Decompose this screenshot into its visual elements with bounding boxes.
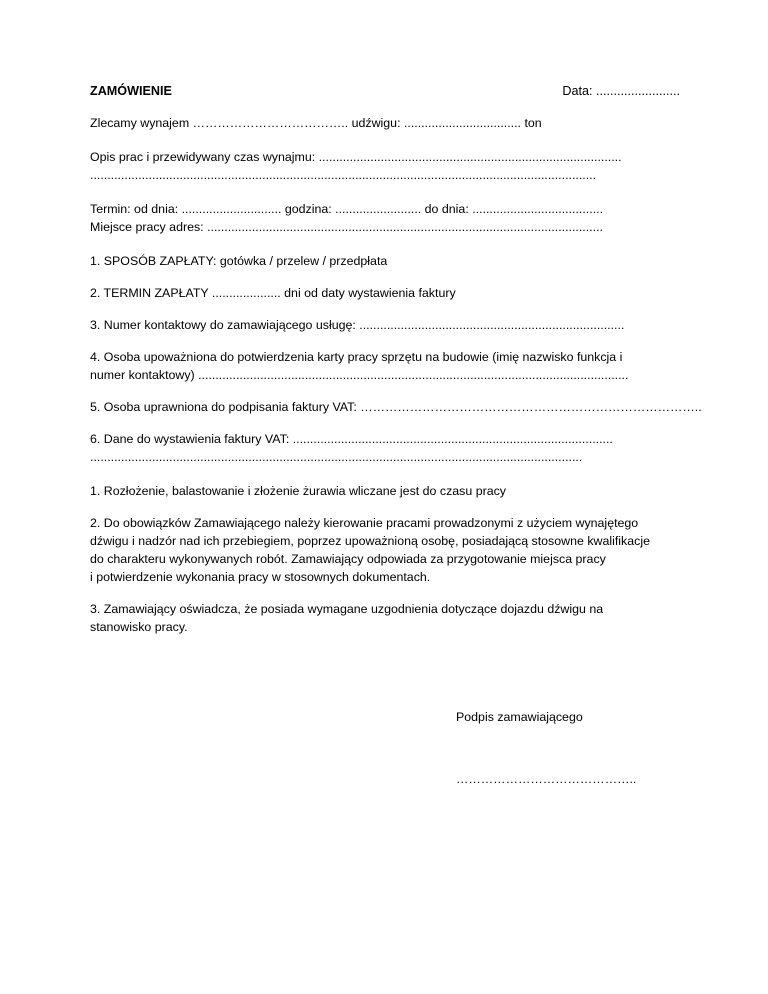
work-description-line-1: Opis prac i przewidywany czas wynajmu: ........................................................................................ [90, 150, 622, 164]
term-line: Termin: od dnia: ............................. godzina: ......................... do dnia: ...................................... [90, 202, 604, 216]
term-2-line-3: do charakteru wykonywanych robót. Zamawiający odpowiada za przygotowanie miejsca pracy [90, 552, 606, 566]
term-3-line-2: stanowisko pracy. [90, 620, 188, 634]
invoice-signer-item: 5. Osoba uprawniona do podpisania faktury VAT: ……………………………………………………………………….. [90, 400, 702, 414]
term-2-line-4: i potwierdzenie wykonania pracy w stosownych dokumentach. [90, 570, 431, 584]
term-3-line-1: 3. Zamawiający oświadcza, że posiada wymagane uzgodnienia dotyczące dojazdu dźwigu na [90, 602, 604, 616]
payment-term-item: 2. TERMIN ZAPŁATY .................... dni od daty wystawienia faktury [90, 286, 456, 300]
payment-method-item: 1. SPOSÓB ZAPŁATY: gotówka / przelew / przedpłata [90, 254, 388, 268]
term-1: 1. Rozłożenie, balastowanie i złożenie żurawia wliczane jest do czasu pracy [90, 484, 506, 498]
invoice-data-item-line-1: 6. Dane do wystawienia faktury VAT: ............................................................................................. [90, 432, 613, 446]
document-header [90, 82, 680, 100]
contact-number-item: 3. Numer kontaktowy do zamawiającego usługę: ............................................................................. [90, 318, 625, 332]
rental-line: Zlecamy wynajem ……………………………….. udźwigu: .................................. ton [90, 116, 542, 130]
document-body [90, 82, 702, 636]
term-2-line-1: 2. Do obowiązków Zamawiającego należy kierowanie pracami prowadzonymi z użyciem wynajętego [90, 516, 639, 530]
document-title: ZAMÓWIENIE [90, 84, 172, 98]
work-description-line-2: ................................................................................................................................................... [90, 168, 597, 182]
signature-line: …………………………………….. [456, 772, 637, 786]
invoice-data-item-line-2: ............................................................................................................................................... [90, 450, 583, 464]
signature-label: Podpis zamawiającego [456, 710, 583, 724]
date-field: Data: ........................ [562, 84, 680, 98]
authorized-person-item-line-1: 4. Osoba upoważniona do potwierdzenia karty pracy sprzętu na budowie (imię nazwisko funkcja i [90, 350, 623, 364]
term-2-line-2: dźwigu i nadzór nad ich przebiegiem, poprzez upoważnioną osobę, posiadającą stosowne kwalifikacje [90, 534, 650, 548]
authorized-person-item-line-2: numer kontaktowy) ............................................................................................................................. [90, 368, 629, 382]
work-address-line: Miejsce pracy adres: ................................................................................................................... [90, 220, 603, 234]
